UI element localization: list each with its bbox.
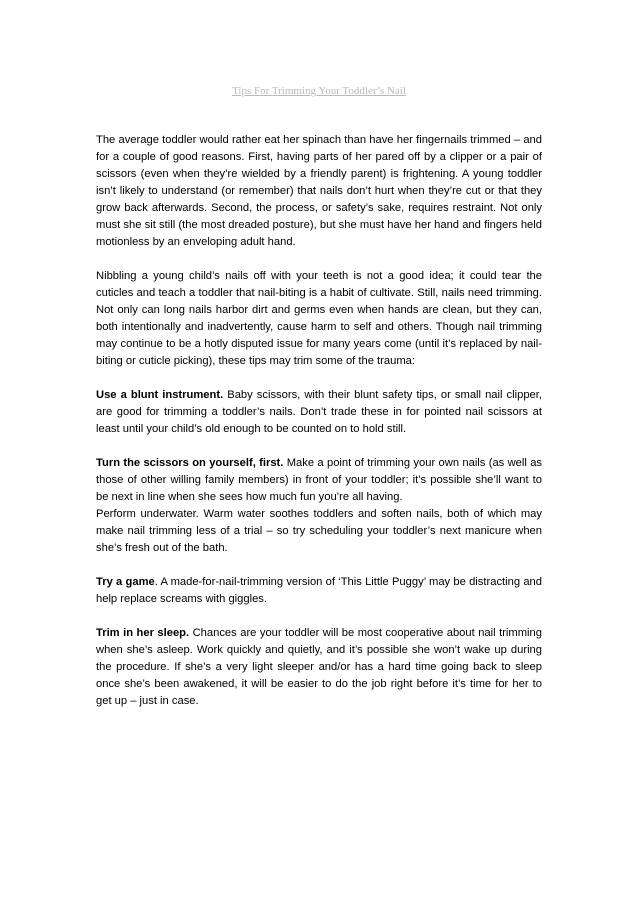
tip-text: Chances are your toddler will be most cooperative about nail trimming when she’s asleep. Work quickly and quietly, and it’s possible she won’t wake up during the procedure. If she’s a very light sleeper and/or has a hard time going back to sleep once she’s been awakened, it will be easier to do the job right before it’s time for her to get up – just in case.: [96, 627, 542, 707]
tip-blunt-instrument: [96, 387, 542, 438]
tip-trim-in-sleep: [96, 625, 542, 710]
tip-scissors-on-yourself: [96, 455, 542, 506]
paragraph-intro: [96, 132, 542, 251]
paragraph-text: The average toddler would rather eat her spinach than have her fingernails trimmed – and for a couple of good reasons. First, having parts of her pared off by a clipper or a pair of scissors (even when they’re wielded by a friendly parent) is frightening. A young toddler isn’t likely to understand (or remember) that nails don’t hurt when they’re cut or that they grow back afterwards. Second, the process, or safety’s sake, requires restraint. Not only must she sit still (the most dreaded posture), but she must have her hand and fingers held motionless by an enveloping adult hand.: [96, 134, 542, 248]
paragraph-nibbling: [96, 268, 542, 370]
tip-heading: Trim in her sleep.: [96, 627, 190, 639]
tip-heading: Try a game: [96, 576, 155, 588]
paragraph-text: Nibbling a young child’s nails off with your teeth is not a good idea; it could tear the cuticles and teach a toddler that nail-biting is a habit of cultivate. Still, nails need trimming. Not only can long nails harbor dirt and germs even when hands are clean, but they can, both intentionally and inadvertently, cause harm to self and others. Though nail trimming may continue to be a hotly disputed issue for many years come (until it’s replaced by nail-biting or cuticle picking), these tips may trim some of the trauma:: [96, 270, 542, 367]
tip-try-a-game: [96, 574, 542, 608]
tip-text: . A made-for-nail-trimming version of ‘This Little Puggy’ may be distracting and help replace screams with giggles.: [96, 576, 542, 605]
tip-text: Baby scissors, with their blunt safety tips, or small nail clipper, are good for trimming a toddler’s nails. Don’t trade these in for pointed nail scissors at least until your child’s old enough to be counted on to hold still.: [96, 389, 542, 435]
document-title: Tips For Trimming Your Toddler’s Nail: [232, 85, 406, 97]
tip-text: Perform underwater. Warm water soothes toddlers and soften nails, both of which may make nail trimming less of a trial – so try scheduling your toddler’s next manicure when she’s fresh out of the bath.: [96, 508, 542, 554]
tip-text: Make a point of trimming your own nails (as well as those of other willing family members) in front of your toddler; it’s possible she’ll want to be next in line when she sees how much fun you’re all having.: [96, 457, 543, 503]
document-body: [96, 132, 542, 727]
tip-heading: Use a blunt instrument.: [96, 389, 224, 401]
tip-heading: Turn the scissors on yourself, first.: [96, 457, 284, 469]
tip-perform-underwater: [96, 506, 542, 557]
